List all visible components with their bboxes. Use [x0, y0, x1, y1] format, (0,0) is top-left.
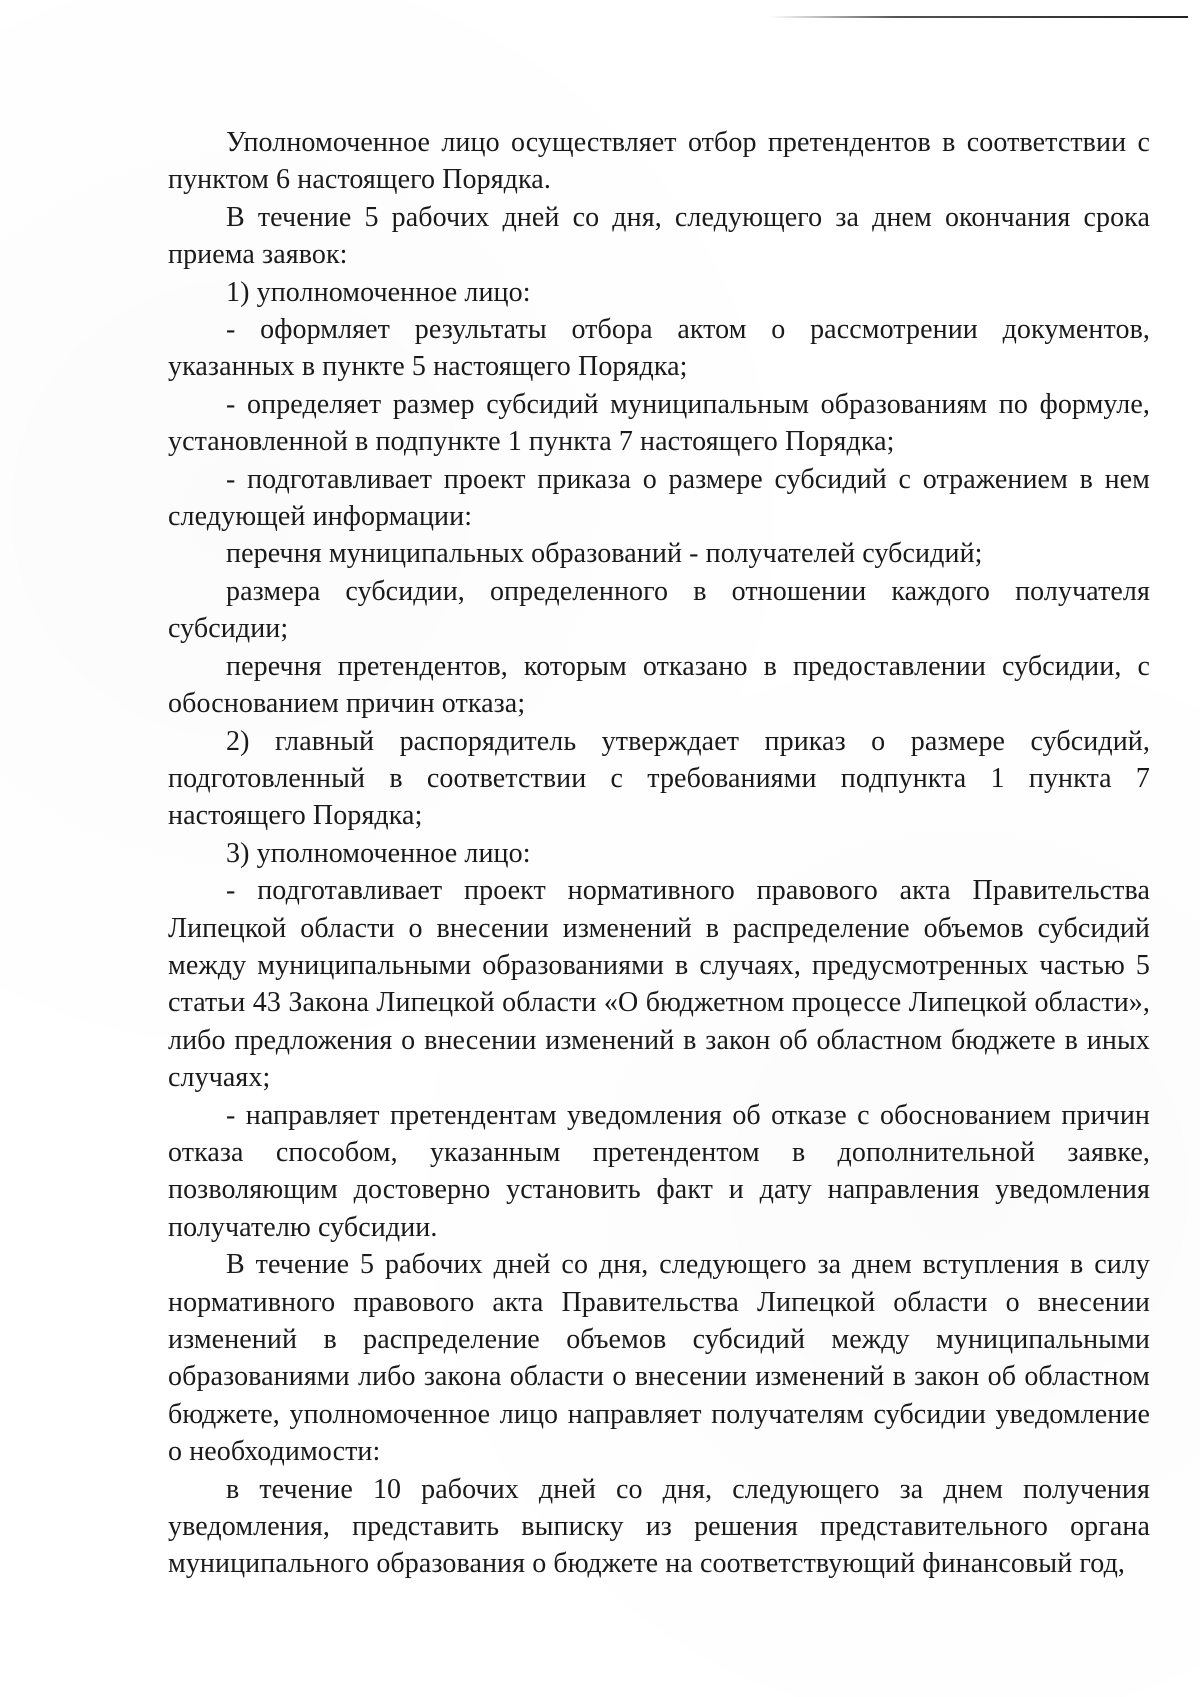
list-item-formalizes-results: - оформляет результаты отбора актом о рассмотрении документов, указанных в пункте 5 настоящего Порядка; [168, 314, 1150, 383]
top-edge-line [770, 16, 1188, 18]
paragraph-within-10-days: в течение 10 рабочих дней со дня, следующего за днем получения уведомления, представить выписку из решения представительного органа муниципального образования о бюджете на соответствующий финансовый год, [168, 1473, 1150, 1580]
list-item-refused-applicants: перечня претендентов, которым отказано в предоставлении субсидии, с обоснованием причин отказа; [168, 650, 1150, 720]
list-item-list-of-municipalities: перечня муниципальных образований - получателей субсидий; [226, 538, 983, 570]
list-item-determines-subsidy-size: - определяет размер субсидий муниципальным образованиям по формуле, установленной в подпункте 1 пункта 7 настоящего Порядка; [168, 388, 1150, 458]
list-item-prepares-legal-act: - подготавливает проект нормативного правового акта Правительства Липецкой области о внесении изменений в распределение объемов субсидий между муниципальными образованиями в случаях, предусмотренных частью 5 статьи 43 Закона Липецкой области «О бюджетном процессе Липецкой области», либо предложения о внесении изменений в закон об областном бюджете в иных случаях; [168, 875, 1150, 1094]
paragraph-application-deadline: В течение 5 рабочих дней со дня, следующего за днем окончания срока приема заявок: [168, 201, 1150, 271]
list-item-1-authorized-person: 1) уполномоченное лицо: [226, 276, 531, 308]
list-item-subsidy-amount: размера субсидии, определенного в отношении каждого получателя субсидии; [168, 575, 1150, 645]
list-item-prepares-draft-order: - подготавливает проект приказа о размере субсидий с отражением в нем следующей информации: [168, 463, 1150, 533]
paragraph-selection-by-authorized-person: Уполномоченное лицо осуществляет отбор претендентов в соответствии с пунктом 6 настоящего Порядка. [168, 127, 1150, 196]
list-item-2-chief-administrator: 2) главный распорядитель утверждает приказ о размере субсидий, подготовленный в соответствии с требованиями подпункта 1 пункта 7 настоящего Порядка; [168, 725, 1150, 832]
paragraph-after-entry-into-force: В течение 5 рабочих дней со дня, следующего за днем вступления в силу нормативного правового акта Правительства Липецкой области о внесении изменений в распределение объемов субсидий между муниципальными образованиями либо закона области о внесении изменений в закон об областном бюджете, уполномоченное лицо направляет получателям субсидии уведомление о необходимости: [168, 1249, 1150, 1468]
list-item-3-authorized-person: 3) уполномоченное лицо: [226, 837, 531, 869]
document-body [168, 124, 1150, 1583]
list-item-sends-refusal-notices: - направляет претендентам уведомления об отказе с обоснованием причин отказа способом, указанным претендентом в дополнительной заявке, позволяющим достоверно установить факт и дату направления уведомления получателю субсидии. [168, 1099, 1150, 1243]
